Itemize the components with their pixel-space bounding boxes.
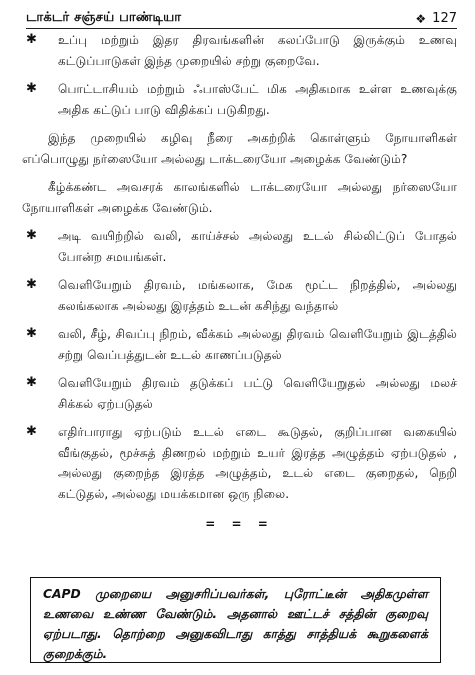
- asterisk-bullet-icon: ✱: [26, 326, 37, 341]
- page-body: [22, 30, 457, 535]
- ornament-icon: ❖: [415, 11, 427, 26]
- list-item: [22, 373, 457, 414]
- callout-box: [30, 577, 441, 663]
- list-item-text: எதிர்பாராது ஏற்படும் உடல் எடை கூடுதல், குறிப்பான வகையில் வீங்குதல், மூச்சுத் திணறல் மற்றும் உயர் இரத்த அழுத்தம் ஏற்படுதல் , அல்லது குறைந்த இரத்த அழுத்தம், உடல் எடை குறைதல், நெறி கட்டுதல், அல்லது மயக்கமான ஒரு நிலை.: [58, 425, 457, 501]
- intro-paragraph: கீழ்க்கண்ட அவசரக் காலங்களில் டாக்டரையோ அல்லது நர்ஸையோ நோயாளிகள் அழைக்க வேண்டும்.: [22, 180, 457, 215]
- bullet-list-bottom: [22, 226, 457, 504]
- list-item: [22, 422, 457, 504]
- section-separator: = = =: [205, 517, 274, 531]
- list-item-text: பொட்டாசியம் மற்றும் ஃபாஸ்பேட் மிக அதிகமாக உள்ள உணவுக்கு அதிக கட்டுப் பாடு விதிக்கப் படுகிறது.: [58, 82, 457, 117]
- list-item-text: உப்பு மற்றும் இதர திரவங்களின் கலப்போடு இருக்கும் உணவு கட்டுப்பாடுகள் இந்த முறையில் சற்று குறைவே.: [58, 33, 457, 68]
- asterisk-bullet-icon: ✱: [26, 424, 37, 439]
- page-number: 127: [432, 11, 457, 26]
- question-paragraph: இந்த முறையில் கழிவு நீரை அகற்றிக் கொள்ளும் நோயாளிகள் எப்பொழுது நர்ஸையோ அல்லது டாக்டரையோ அழைக்க வேண்டும்?: [22, 131, 457, 166]
- list-item-text: வெளியேறும் திரவம் தடுக்கப் பட்டு வெளியேறுதல் அல்லது மலச் சிக்கல் ஏற்படுதல்: [58, 376, 457, 411]
- callout-text: CAPD முறையை அனுசரிப்பவர்கள், புரோட்டீன் அதிகமுள்ள உணவை உண்ண வேண்டும். அதனால் ஊட்டச் சத்தின் குறைவு ஏற்படாது. தொற்றை அனுகவிடாது காத்து சாத்தியக் கூறுகளைக் குறைக்கும்.: [43, 587, 428, 661]
- running-title: டாக்டர் சஞ்சய் பாண்டியா: [26, 10, 182, 25]
- page-number-group: [415, 11, 457, 26]
- bullet-list-top: [22, 30, 457, 120]
- asterisk-bullet-icon: ✱: [26, 375, 37, 390]
- page-header: [26, 4, 457, 29]
- list-item: [22, 79, 457, 120]
- list-item: [22, 324, 457, 365]
- list-item-text: வெளியேறும் திரவம், மங்கலாக, மேக மூட்ட நிறத்தில், அல்லது கலங்கலாக அல்லது இரத்தம் உடன் கசிந்து வந்தால்: [58, 278, 457, 313]
- asterisk-bullet-icon: ✱: [26, 228, 37, 243]
- list-item-text: அடி வயிற்றில் வலி, காய்ச்சல் அல்லது உடல் சில்லிட்டுப் போதல் போன்ற சமயங்கள்.: [58, 229, 457, 264]
- asterisk-bullet-icon: ✱: [26, 32, 37, 47]
- asterisk-bullet-icon: ✱: [26, 277, 37, 292]
- list-item: [22, 30, 457, 71]
- list-item: [22, 275, 457, 316]
- asterisk-bullet-icon: ✱: [26, 81, 37, 96]
- list-item: [22, 226, 457, 267]
- list-item-text: வலி, சீழ், சிவப்பு நிறம், வீக்கம் அல்லது திரவம் வெளியேறும் இடத்தில் சற்று வெப்பத்துடன் உடல் காணப்படுதல்: [58, 327, 457, 362]
